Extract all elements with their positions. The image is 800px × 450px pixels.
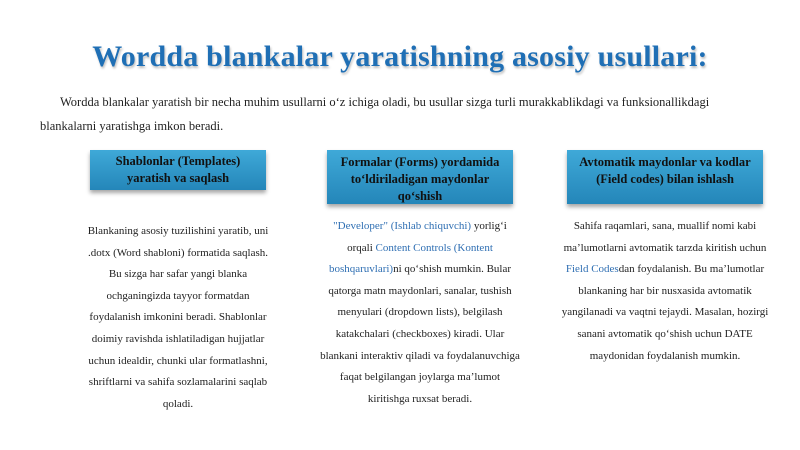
field-codes-link[interactable]: Field Codes <box>565 263 619 276</box>
body-text: yorlig‘i orqali <box>347 220 507 254</box>
column-fields <box>560 150 770 367</box>
column-heading-forms: Formalar (Forms) yordamida to‘ldiriladigan maydonlar qo‘shish <box>327 150 513 204</box>
developer-tab-link[interactable]: "Developer" (Ishlab chiquvchi) <box>333 220 472 232</box>
column-body-templates: Blankaning asosiy tuzilishini yaratib, uni .dotx (Word shabloni) formatida saqlash. Bu sizga har safar yangi blanka ochganingizda tayyor formatdan foydalanish imkonini beradi. Shablonlar doimiy ravishda ishlatiladigan hujjatlar uchun idealdir, chunki ular formatlashni, shriftlarni va sahifa sozlamalarini saqlab qoladi. <box>87 225 269 410</box>
column-body-forms <box>320 216 520 410</box>
column-forms <box>320 150 520 410</box>
body-text: Sahifa raqamlari, sana, muallif nomi kabi ma’lumotlarni avtomatik tarzda kiritish uchun <box>563 220 767 254</box>
column-templates <box>84 150 272 415</box>
body-text: dan foydalanish. Bu ma’lumotlar blankaning har bir nusxasida avtomatik yangilanadi va vaqtni tejaydi. Masalan, hozirgi sanani avtomatik qo‘shish uchun DATE maydonidan foydalanish mumkin. <box>561 263 769 362</box>
body-text: ni qo‘shish mumkin. Bular qatorga matn maydonlari, sanalar, tushish menyulari (dropdown lists), belgilash katakchalari (checkboxes) kiradi. Ular blankani interaktiv qiladi va foydalanuvchiga faqat belgilangan joylarga ma’lumot kiritishga ruxsat beradi. <box>320 263 520 405</box>
content-controls-link[interactable]: Content Controls (Kontent boshqaruvlari) <box>328 241 493 276</box>
column-heading-fields: Avtomatik maydonlar va kodlar (Field codes) bilan ishlash <box>567 150 763 204</box>
slide-title: Wordda blankalar yaratishning asosiy usullari: <box>92 40 708 73</box>
column-body-fields <box>560 216 770 367</box>
intro-paragraph: Wordda blankalar yaratish bir necha muhim usullarni o‘z ichiga oladi, bu usullar sizga turli murakkablikdagi va funksionallikdagi blankalarni yaratishga imkon beradi. <box>40 95 710 133</box>
column-heading-templates: Shablonlar (Templates) yaratish va saqlash <box>90 150 266 190</box>
